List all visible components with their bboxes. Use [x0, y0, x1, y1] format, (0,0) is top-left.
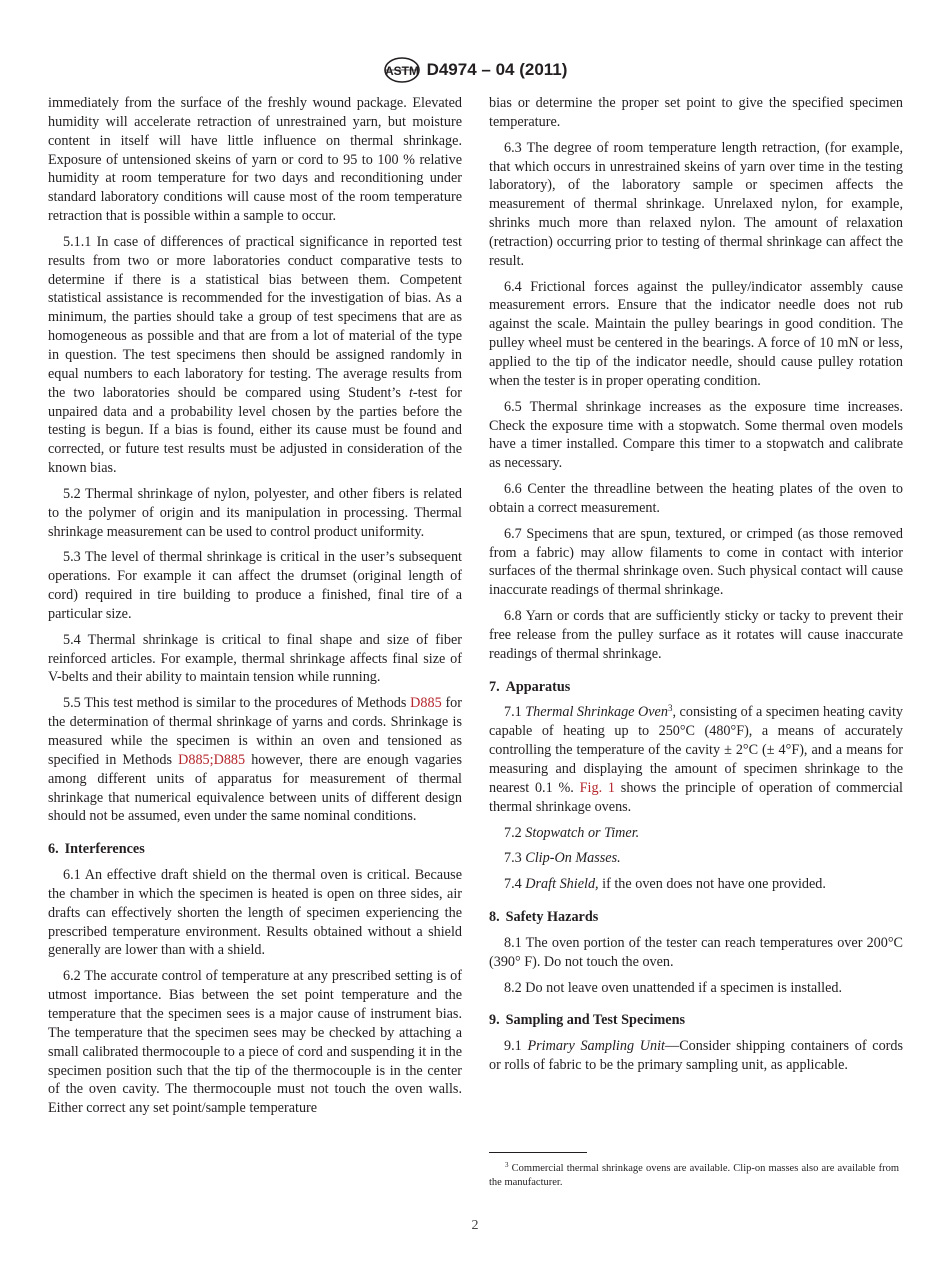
paragraph-6-7: 6.7 Specimens that are spun, textured, or crimped (as those removed from a fabric) may allow filaments to come in contact with interior surfaces of the thermal shrinkage oven. Such physical contact will cause inaccurate readings of thermal shrinkage.	[489, 525, 903, 599]
paragraph-6-8: 6.8 Yarn or cords that are sufficiently sticky or tacky to prevent their free release from the pulley surface as it rotates will cause inaccurate readings of thermal shrinkage.	[489, 608, 903, 662]
paragraph-6-3: 6.3 The degree of room temperature length retraction, (for example, that which occurs in unrestrained skeins of yarn over time in the testing laboratory), of the laboratory sample or specimen affects the measurement of thermal shrinkage. Unrelaxed nylon, for example, shrinks much more than relaxed nylon. The amount of relaxation (retraction) occurring prior to testing of thermal shrinkage can affect the result.	[489, 139, 903, 269]
paragraph-5-2: 5.2 Thermal shrinkage of nylon, polyester, and other fibers is related to the polymer of origin and its manipulation in processing. Thermal shrinkage measurement can be used to control product uniformity.	[48, 485, 462, 540]
paragraph-7-2: 7.2 Stopwatch or Timer.	[504, 824, 640, 841]
page-number: 2	[471, 1218, 479, 1233]
paragraph-5-4: 5.4 Thermal shrinkage is critical to final shape and size of fiber reinforced articles. For example, thermal shrinkage affects final size of V-belts and their ability to maintain tension while running.	[48, 631, 462, 686]
paragraph-6-6: 6.6 Center the threadline between the heating plates of the oven to obtain a correct measurement.	[489, 481, 903, 516]
footnote-3: $^3$ Commercial thermal shrinkage ovens are available. Clip-on masses also are available from the manufacturer.	[489, 1161, 899, 1188]
paragraph-6-4: 6.4 Frictional forces against the pulley/indicator assembly cause measurement errors. Ensure that the indicator needle does not rub against the scale. Maintain the pulley bearings in good condition. The pulley wheel must be centered in the bearings. A force of 10 mN or less, applied to the tip of the indicator needle, should cause pulley rotation when the tester is in proper operating condition.	[489, 278, 903, 389]
paragraph-5-1-continued: immediately from the surface of the freshly wound package. Elevated humidity will accelerate retraction of unrestrained yarn, but moisture content in itself will have little influence on thermal shrinkage. Exposure of untensioned skeins of yarn or cord to 95 to 100 % relative humidity at room temperature for two days and reconditioning under standard laboratory conditions will cause most of the room temperature retraction that is possible within a sample to occur.	[48, 95, 462, 225]
document-id: D4974 – 04 (2011)	[426, 60, 568, 79]
paragraph-9-1: 9.1 Primary Sampling Unit—Consider shipping containers of cords or rolls of fabric to be the primary sampling unit, as applicable.	[489, 1038, 904, 1074]
section-heading-7: 7. Apparatus	[489, 678, 571, 695]
paragraph-8-1: 8.1 The oven portion of the tester can reach temperatures over 200°C (390° F). Do not touch the oven.	[489, 934, 903, 970]
paragraph-6-5: 6.5 Thermal shrinkage increases as the exposure time increases. Check the exposure time with a stopwatch. Some thermal oven models have a timer installed. Compare this timer to a stopwatch and calibrate as necessary.	[489, 398, 903, 472]
astm-logo-icon	[383, 56, 421, 84]
paragraph-6-2: 6.2 The accurate control of temperature at any prescribed setting is of utmost importance. Bias between the set point temperature and the temperature that the specimen sees is a major cause of instrument bias. The temperature that the specimen sees may be checked by attaching a small calibrated thermocouple to a piece of cord and suspending it in the specimen position such that the tip of the thermocouple is in the center of the oven cavity. The thermocouple must not touch the oven walls. Either correct any set point/sample temperature	[48, 968, 462, 1117]
paragraph-7-3: 7.3 Clip-On Masses.	[504, 850, 621, 867]
left-column	[48, 94, 462, 1125]
paragraph-5-5: 5.5 This test method is similar to the procedures of Methods D885 for the determination of thermal shrinkage of yarns and cords. Shrinkage is measured while the specimen is within an oven and tensioned as specified in Methods D885;D885 however, there are enough vagaries among different units of apparatus for measurement of thermal shrinkage that numerical equivalence between units of different design should not be assumed, even under the same nominal conditions.	[48, 695, 463, 825]
paragraph-8-2: 8.2 Do not leave oven unattended if a specimen is installed.	[504, 979, 843, 996]
link-d885[interactable]: D885	[410, 695, 442, 712]
page-header	[0, 56, 950, 86]
paragraph-6-1: 6.1 An effective draft shield on the thermal oven is critical. Because the chamber in which the specimen is heated is open on three sides, air drafts can effectively shorten the length of specimen experiencing the prescribed temperature environment. Results obtained without a shield generally are lower than with a shield.	[48, 867, 462, 959]
paragraph-5-1-1: 5.1.1 In case of differences of practical significance in reported test results from two or more laboratories conduct comparative tests to determine if there is a statistical bias between them. Competent statistical assistance is recommended for the investigation of bias. As a minimum, the parties should take a group of test specimens that are as homogeneous as possible and that are from a lot of material of the type in question. The test specimens then should be assigned randomly in equal numbers to each laboratory for testing. The average results from the two laboratories should be compared using Student’s t-test for unpaired data and a probability level chosen by the parties before the testing is begun. If a bias is found, either its cause must be found and corrected, or future test results must be adjusted in consideration of the known bias.	[48, 233, 462, 477]
section-heading-8: 8. Safety Hazards	[489, 909, 599, 926]
svg-text:ASTM: ASTM	[384, 64, 419, 78]
paragraph-7-1: 7.1 Thermal Shrinkage Oven$^3$, consisting of a specimen heating cavity capable of heating up to 250°C (480°F), a means of accurately controlling the temperature of the cavity ± 2°C (± 4°F), and a means for measuring and displaying the amount of specimen shrinkage to the nearest 0.1 %. Fig. 1 shows the principle of operation of commercial thermal shrinkage ovens.	[489, 703, 903, 815]
section-heading-6: 6. Interferences	[48, 841, 145, 858]
paragraph-6-2-continued: bias or determine the proper set point to give the specified specimen temperature.	[489, 95, 903, 130]
right-column	[489, 94, 903, 1082]
paragraph-7-4: 7.4 Draft Shield, if the oven does not have one provided.	[504, 876, 826, 893]
footnote-divider	[489, 1152, 587, 1153]
link-fig-1[interactable]: Fig. 1	[579, 779, 616, 796]
paragraph-5-3: 5.3 The level of thermal shrinkage is critical in the user’s subsequent operations. For example it can affect the drumset (original length of cord) required in tire building to produce a finished, final tire of a particular size.	[48, 549, 462, 622]
footnote-ref-3[interactable]: 3	[667, 703, 673, 714]
section-heading-9: 9. Sampling and Test Specimens	[489, 1012, 686, 1029]
link-d885-d885[interactable]: D885;D885	[178, 751, 246, 768]
